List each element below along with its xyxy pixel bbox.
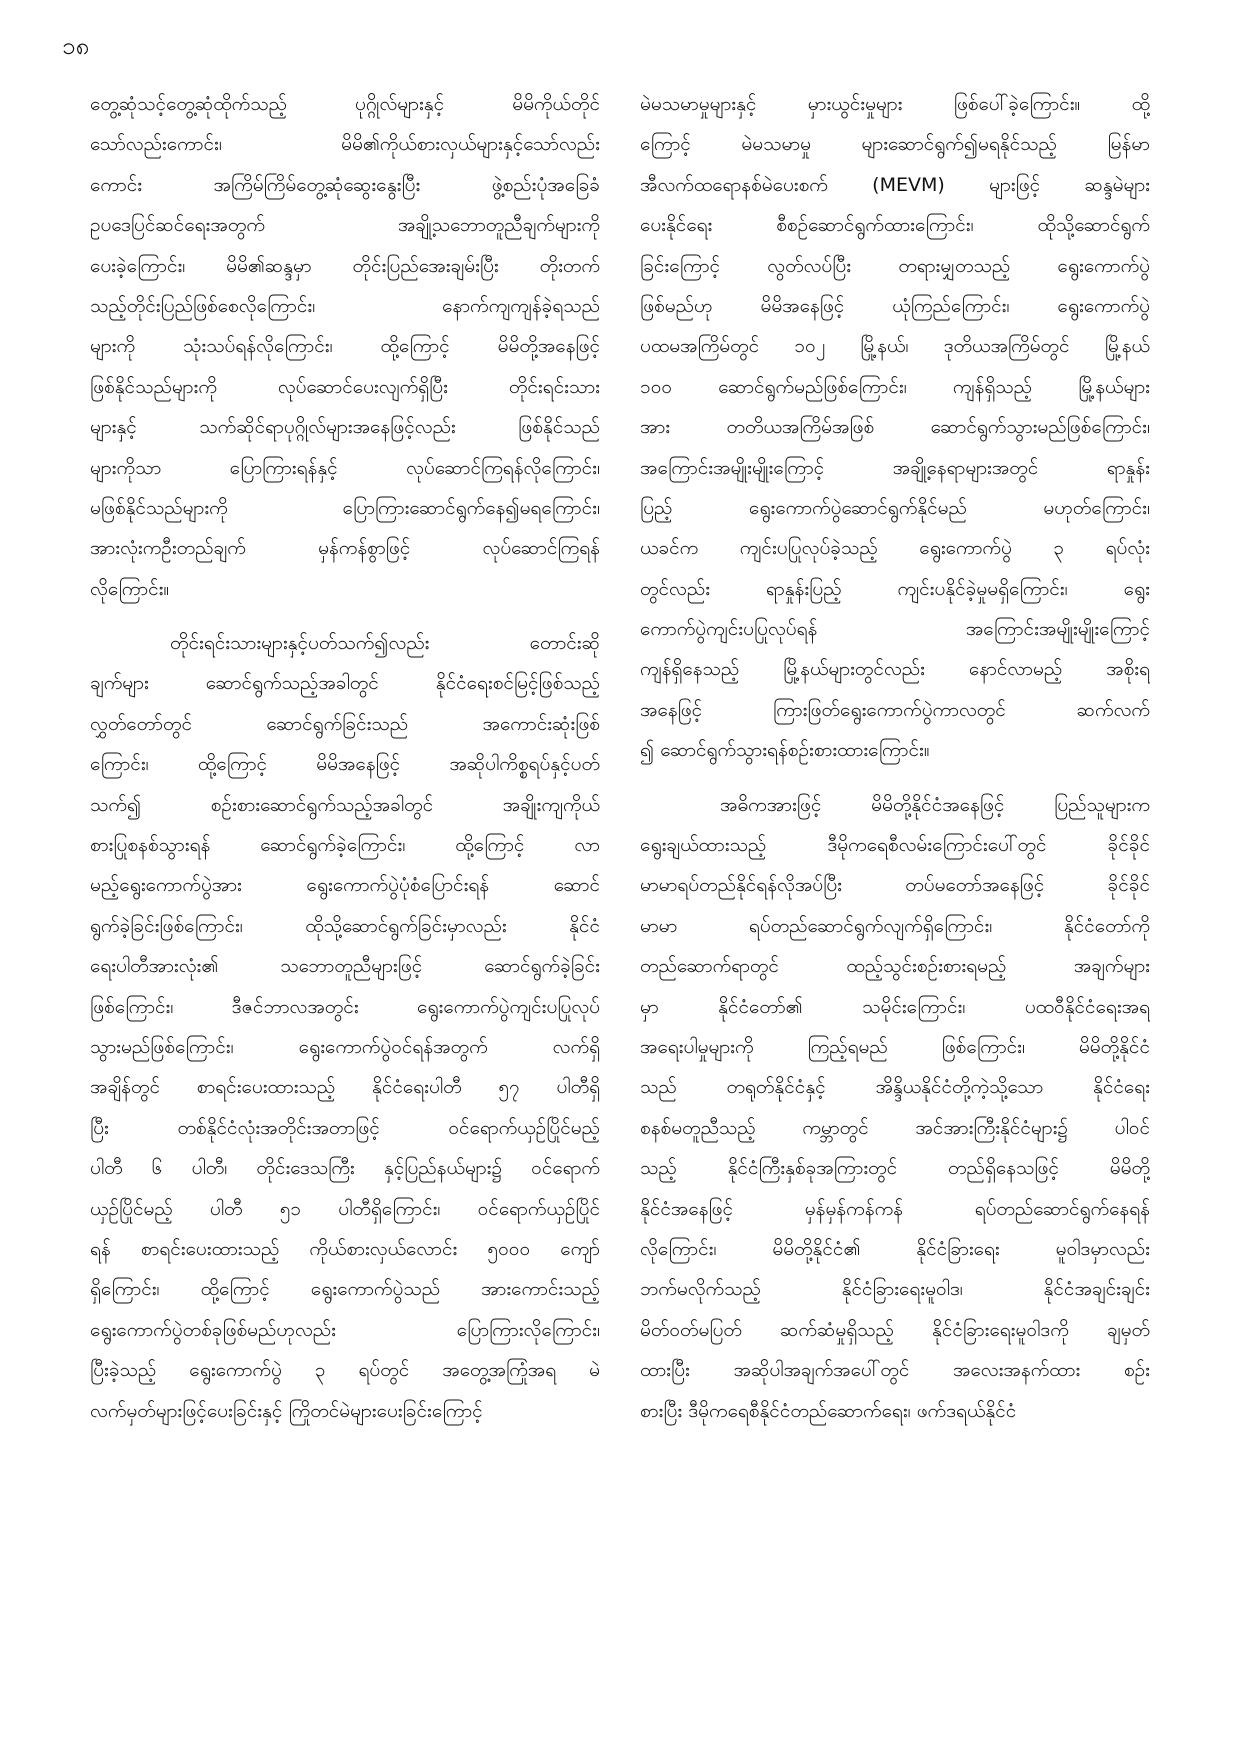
text-line: ရွေးကောက်ပွဲတစ်ခုဖြစ်မည်ဟုလည်း ပြောကြားလိုကြောင်း၊ [90,1318,600,1341]
text-line: ၍ ဆောင်ရွက်သွားရန်စဉ်းစားထားကြောင်း။ [640,739,930,762]
text-line: မဖြစ်နိုင်သည်များကို ပြောကြားဆောင်ရွက်နေ၍မရကြောင်း၊ [90,496,600,519]
text-line: သည် တရုတ်နိုင်ငံနှင့် အိန္ဒိယနိုင်ငံတို့ကဲ့သို့သော နိုင်ငံရေး [640,1076,1150,1099]
text-line: ကျန်ရှိနေသည့် မြို့နယ်များတွင်လည်း နောင်လာမည့် အစိုးရ [640,658,1150,681]
text-line: အရေးပါမှုများကို ကြည့်ရမည် ဖြစ်ကြောင်း၊ မိမိတို့နိုင်ငံ [640,1035,1150,1058]
text-line: အားလုံးကဦးတည်ချက် မှန်ကန်စွာဖြင့် လုပ်ဆောင်ကြရန် [90,537,600,560]
text-line: များကို သုံးသပ်ရန်လိုကြောင်း၊ ထို့ကြောင့် မိမိတို့အနေဖြင့် [90,335,600,358]
text-line: မည့်ရွေးကောက်ပွဲအား ရွေးကောက်ပွဲပုံစံပြောင်းရန် ဆောင် [90,874,600,897]
text-line: ပထမအကြိမ်တွင် ၁၀၂ မြို့နယ်၊ ဒုတိယအကြိမ်တွင် မြို့နယ် [640,335,1150,358]
text-line: လိုကြောင်း။ [90,577,170,600]
text-line: မိတ်ဝတ်မပြတ် ဆက်ဆံမှုရှိသည့် နိုင်ငံခြားရေးမူဝါဒကို ချမှတ် [640,1318,1150,1341]
text-line: ရွေးချယ်ထားသည့် ဒီမိုကရေစီလမ်းကြောင်းပေါ်တွင် ခိုင်ခိုင် [640,834,1150,857]
text-line: ပေးခဲ့ကြောင်း၊ မိမိ၏ဆန္ဒမှာ တိုင်းပြည်အေးချမ်းပြီး တိုးတက် [90,254,600,277]
text-line: ၁၀၀ ဆောင်ရွက်မည်ဖြစ်ကြောင်း၊ ကျန်ရှိသည့် မြို့နယ်များ [640,375,1150,398]
text-line: ပြည့် ရွေးကောက်ပွဲဆောင်ရွက်နိုင်မည် မဟုတ်ကြောင်း၊ [640,496,1150,519]
text-line: မာမာ ရပ်တည်ဆောင်ရွက်လျက်ရှိကြောင်း၊ နိုင်ငံတော်ကို [640,914,1150,937]
left-column [90,84,600,1431]
paragraph [640,84,1150,771]
text-line: အကြောင်းအမျိုးမျိုးကြောင့် အချို့နေရာများအတွင် ရာနှုန်း [640,456,1150,479]
text-line: လိုကြောင်း၊ မိမိတို့နိုင်ငံ၏ နိုင်ငံခြားရေး မူဝါဒမှာလည်း [640,1237,1150,1260]
text-line: ရန် စာရင်းပေးထားသည့် ကိုယ်စားလှယ်လောင်း ၅၀၀၀ ကျော် [90,1237,600,1260]
text-line: ဖြစ်မည်ဟု မိမိအနေဖြင့် ယုံကြည်ကြောင်း၊ ရွေးကောက်ပွဲ [640,294,1150,317]
text-line: ရွက်ခဲ့ခြင်းဖြစ်ကြောင်း၊ ထိုသို့ဆောင်ရွက်ခြင်းမှာလည်း နိုင်ငံ [90,914,600,937]
text-line: အနေဖြင့် ကြားဖြတ်ရွေးကောက်ပွဲကာလတွင် ဆက်လက် [640,698,1150,721]
text-line: သည့်တိုင်းပြည်ဖြစ်စေလိုကြောင်း၊ နောက်ကျကျန်ခဲ့ရသည် [90,294,600,317]
text-line: သွားမည်ဖြစ်ကြောင်း၊ ရွေးကောက်ပွဲဝင်ရန်အတွက် လက်ရှိ [90,1035,600,1058]
text-line: များနှင့် သက်ဆိုင်ရာပုဂ္ဂိုလ်များအနေဖြင့်လည်း ဖြစ်နိုင်သည် [90,416,600,439]
text-line: ပြီး တစ်နိုင်ငံလုံးအတိုင်းအတာဖြင့် ဝင်ရောက်ယှဉ်ပြိုင်မည့် [90,1116,600,1139]
paragraph-gap [640,771,1150,785]
text-line: ပြီးခဲ့သည့် ရွေးကောက်ပွဲ ၃ ရပ်တွင် အတွေ့အကြုံအရ မဲ [90,1359,600,1382]
text-line: ရေးပါတီအားလုံး၏ သဘောတူညီများဖြင့် ဆောင်ရွက်ခဲ့ခြင်း [90,955,600,978]
text-line: ယှဉ်ပြိုင်မည့် ပါတီ ၅၁ ပါတီရှိကြောင်း၊ ဝင်ရောက်ယှဉ်ပြိုင် [90,1197,600,1220]
text-line: ကောင်း အကြိမ်ကြိမ်တွေ့ဆုံဆွေးနွေးပြီး ဖွဲ့စည်းပုံအခြေခံ [90,173,600,196]
text-line: ပါတီ ၆ ပါတီ၊ တိုင်းဒေသကြီး နှင့်ပြည်နယ်များ၌ ဝင်ရောက် [90,1157,600,1180]
page-number: ၁၈ [62,32,90,60]
text-line: ချက်များ ဆောင်ရွက်သည့်အခါတွင် နိုင်ငံရေးစင်မြင့်ဖြစ်သည့် [90,672,600,695]
text-line: တွေ့ဆုံသင့်တွေ့ဆုံထိုက်သည့် ပုဂ္ဂိုလ်များနှင့် မိမိကိုယ်တိုင် [90,93,600,115]
text-line: အချိန်တွင် စာရင်းပေးထားသည့် နိုင်ငံရေးပါတီ ၅၇ ပါတီရှိ [90,1076,600,1099]
text-line: နိုင်ငံအနေဖြင့် မှန်မှန်ကန်ကန် ရပ်တည်ဆောင်ရွက်နေရန် [640,1197,1150,1220]
text-line: တွင်လည်း ရာနှုန်းပြည့် ကျင်းပနိုင်ခဲ့မှုမရှိကြောင်း၊ ရွေး [640,577,1150,600]
right-column [640,84,1150,1431]
text-line: ယခင်က ကျင်းပပြုလုပ်ခဲ့သည့် ရွေးကောက်ပွဲ ၃ ရပ်လုံး [640,537,1150,560]
paragraph [90,84,600,609]
text-line: ခြင်းကြောင့် လွတ်လပ်ပြီး တရားမျှတသည့် ရွေးကောက်ပွဲ [640,254,1150,277]
text-line: များကိုသာ ပြောကြားရန်နှင့် လုပ်ဆောင်ကြရန်လိုကြောင်း၊ [90,456,600,479]
text-line: ထားပြီး အဆိုပါအချက်အပေါ်တွင် အလေးအနက်ထား စဉ်း [640,1359,1150,1382]
text-line: အီလက်ထရောနစ်မဲပေးစက် (MEVM) များဖြင့် ဆန္ဒမဲများ [640,173,1150,196]
text-line: မာမာရပ်တည်နိုင်ရန်လိုအပ်ပြီး တပ်မတော်အနေဖြင့် ခိုင်ခိုင် [640,874,1150,897]
text-line: ဖြစ်နိုင်သည်များကို လုပ်ဆောင်ပေးလျက်ရှိပြီး တိုင်းရင်းသား [90,375,600,398]
text-line: ကြောင့် မဲမသမာမှု များဆောင်ရွက်၍မရနိုင်သည့် မြန်မာ [640,133,1150,156]
text-line: သော်လည်းကောင်း၊ မိမိ၏ကိုယ်စားလှယ်များနှင့်သော်လည်း [90,133,600,156]
text-line: စားပြီး ဒီမိုကရေစီနိုင်ငံတည်ဆောက်ရေး၊ ဖက်ဒရယ်နိုင်ငံ [640,1399,1017,1422]
text-line: မှာ နိုင်ငံတော်၏ သမိုင်းကြောင်း၊ ပထဝီနိုင်ငံရေးအရ [640,995,1150,1018]
text-line: ကောက်ပွဲကျင်းပပြုလုပ်ရန် အကြောင်းအမျိုးမျိုးကြောင့် [640,618,1150,641]
text-line: ပေးနိုင်ရေး စီစဉ်ဆောင်ရွက်ထားကြောင်း၊ ထိုသို့ဆောင်ရွက် [640,214,1150,237]
paragraph [90,623,600,1431]
text-line: ကြောင်း၊ ထို့ကြောင့် မိမိအနေဖြင့် အဆိုပါကိစ္စရပ်နှင့်ပတ် [90,753,600,776]
text-line: လက်မှတ်များဖြင့်ပေးခြင်းနှင့် ကြိုတင်မဲများပေးခြင်းကြောင့် [90,1399,483,1422]
text-line: သည့် နိုင်ငံကြီးနှစ်ခုအကြားတွင် တည်ရှိနေသဖြင့် မိမိတို့ [640,1157,1150,1180]
paragraph-gap [90,609,600,623]
text-line: လွှတ်တော်တွင် ဆောင်ရွက်ခြင်းသည် အကောင်းဆုံးဖြစ် [90,712,600,735]
text-line: စနစ်မတူညီသည့် ကမ္ဘာတွင် အင်အားကြီးနိုင်ငံများ၌ ပါဝင် [640,1116,1150,1139]
text-line: အား တတိယအကြိမ်အဖြစ် ဆောင်ရွက်သွားမည်ဖြစ်ကြောင်း၊ [640,416,1150,439]
text-line: တည်ဆောက်ရာတွင် ထည့်သွင်းစဉ်းစားရမည့် အချက်များ [640,955,1150,978]
text-line: ဖြစ်ကြောင်း၊ ဒီဇင်ဘာလအတွင်း ရွေးကောက်ပွဲကျင်းပပြုလုပ် [90,995,600,1018]
text-line: စားပြုစနစ်သွားရန် ဆောင်ရွက်ခဲ့ကြောင်း၊ ထို့ကြောင့် လာ [90,834,600,857]
text-line: ဘက်မလိုက်သည့် နိုင်ငံခြားရေးမူဝါဒ၊ နိုင်ငံအချင်းချင်း [640,1278,1150,1301]
text-line: တိုင်းရင်းသားများနှင့်ပတ်သက်၍လည်း တောင်းဆို [170,632,600,655]
text-line: ဥပဒေပြင်ဆင်ရေးအတွက် အချို့သဘောတူညီချက်များကို [90,214,600,237]
text-line: အဓိကအားဖြင့် မိမိတို့နိုင်ငံအနေဖြင့် ပြည်သူများက [720,793,1150,816]
text-line: သက်၍ စဉ်းစားဆောင်ရွက်သည့်အခါတွင် အချိုးကျကိုယ် [90,793,600,816]
text-line: ရှိကြောင်း၊ ထို့ကြောင့် ရွေးကောက်ပွဲသည် အားကောင်းသည့် [90,1278,600,1301]
paragraph [640,785,1150,1431]
text-line: မဲမသမာမှုများနှင့် မှားယွင်းမှုများ ဖြစ်ပေါ်ခဲ့ကြောင်း။ ထို့ [640,93,1150,115]
